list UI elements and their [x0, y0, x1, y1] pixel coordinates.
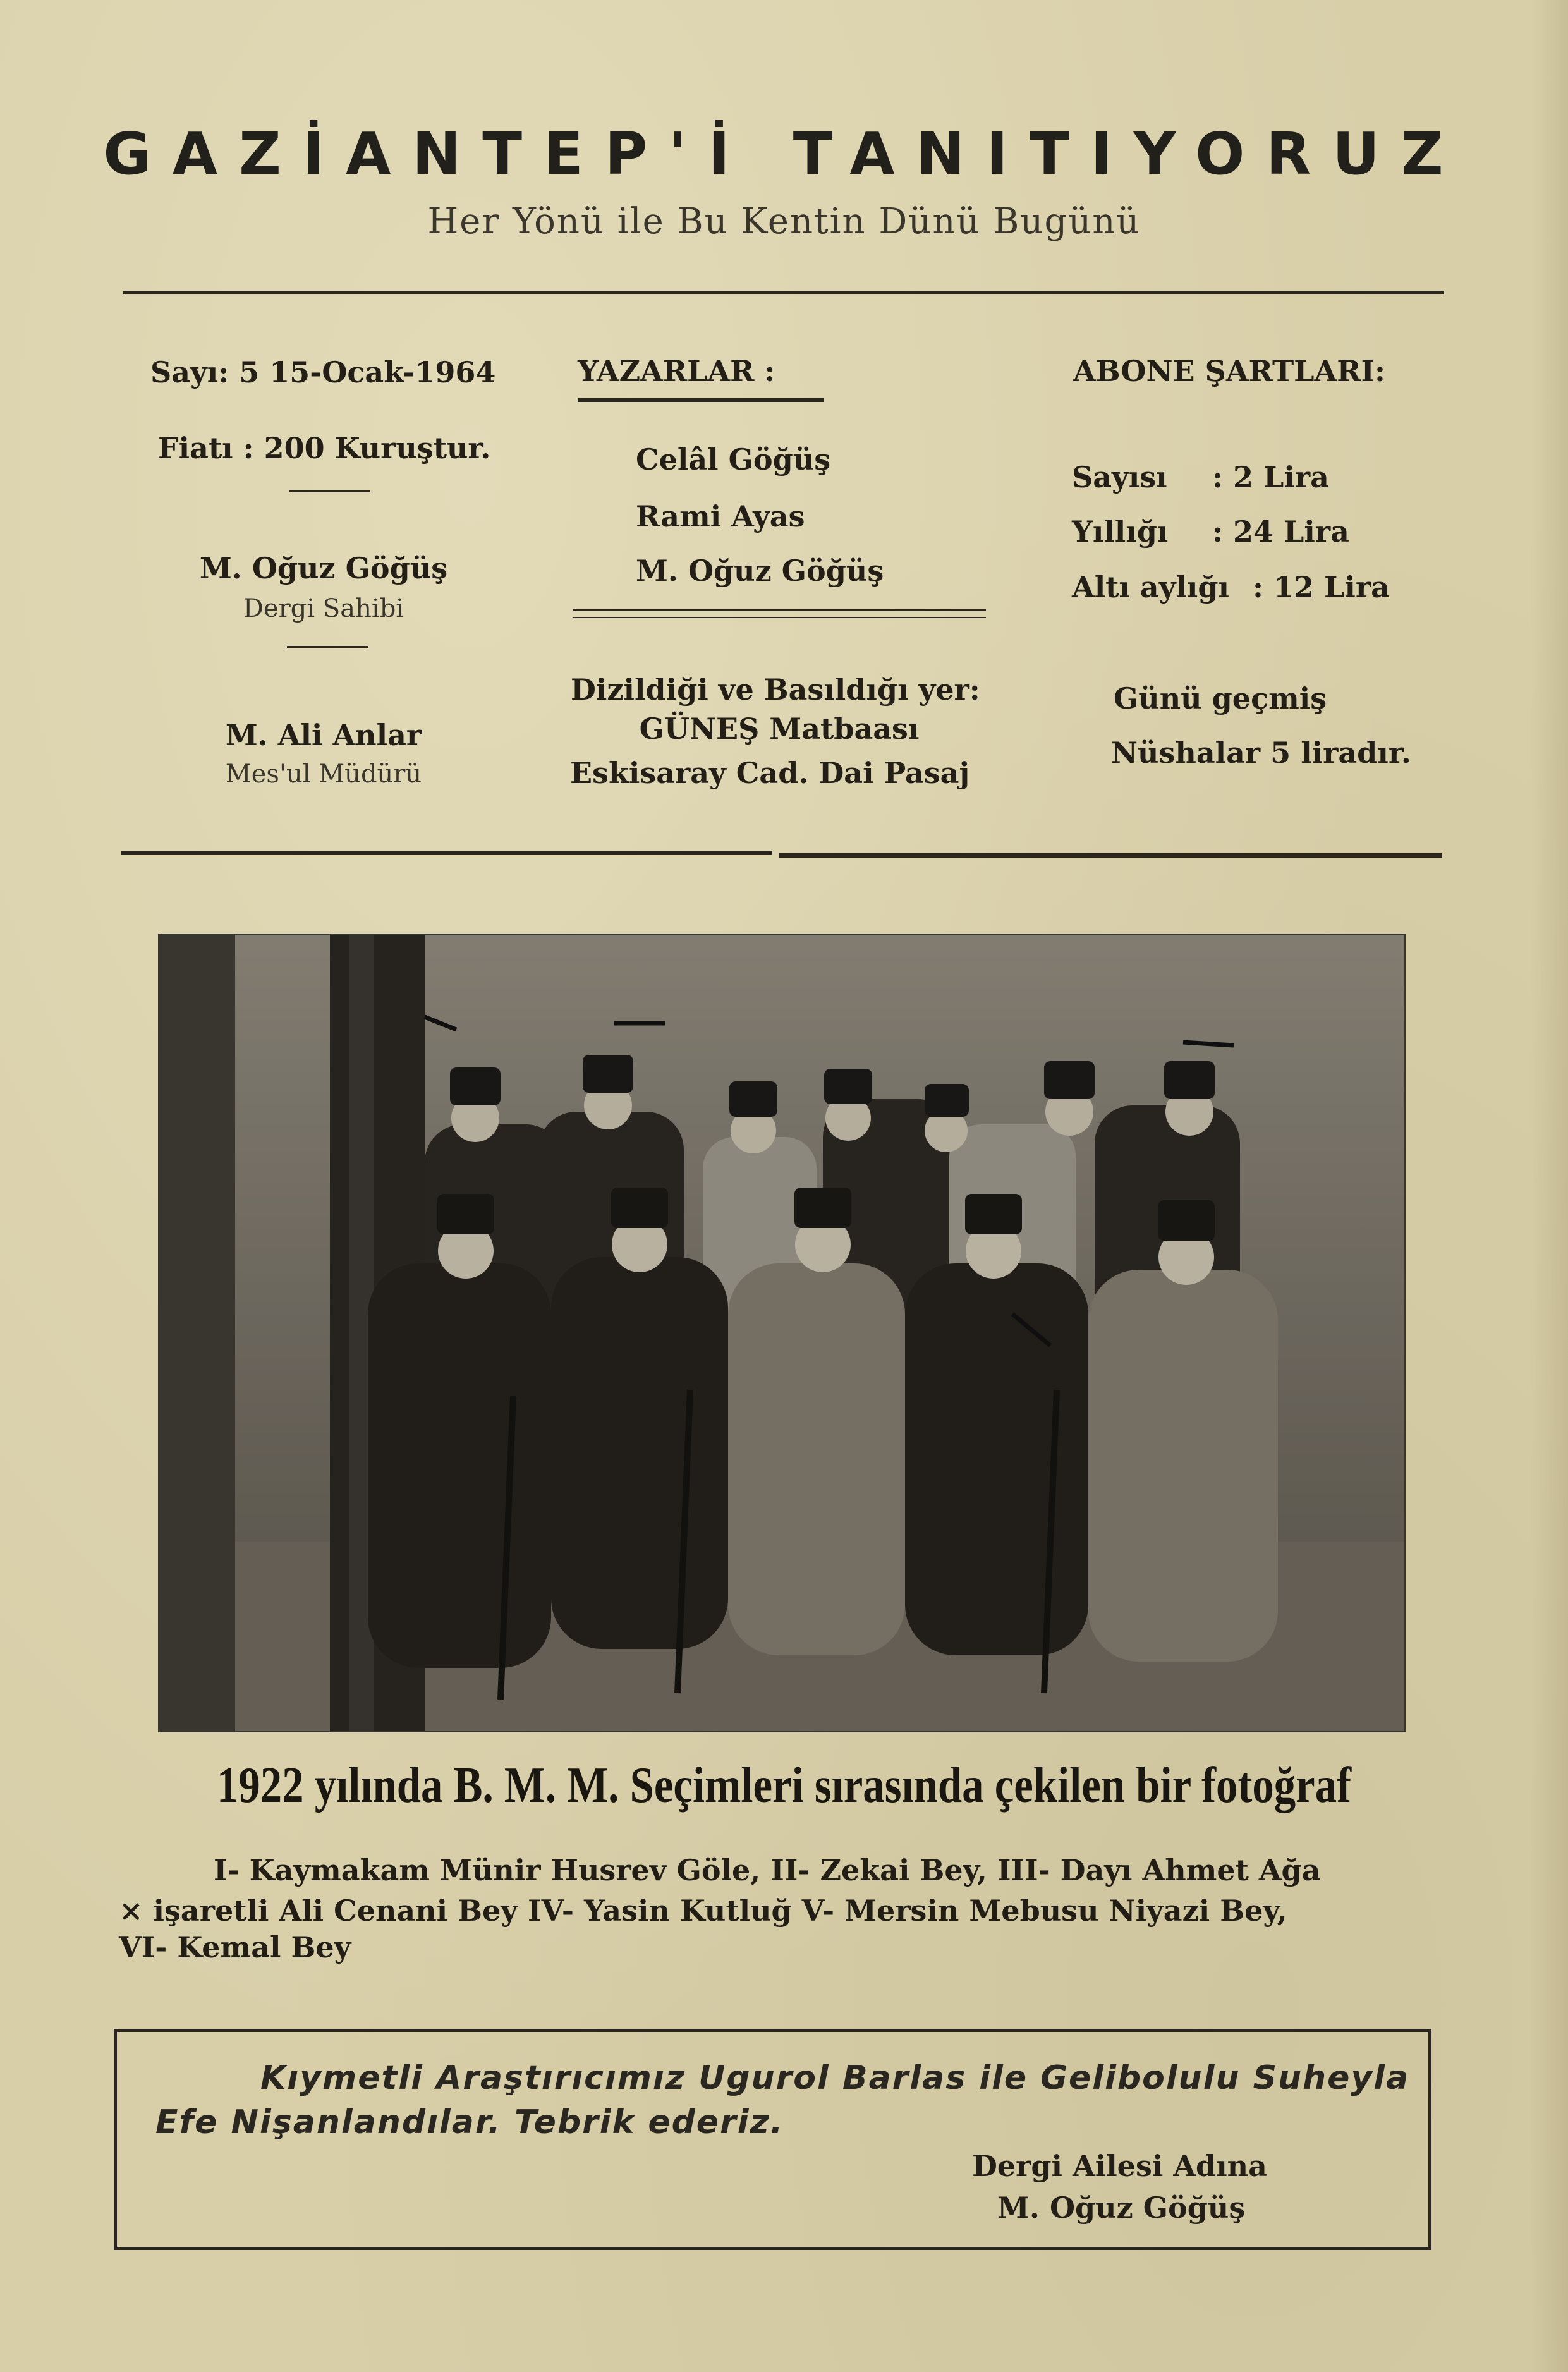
left-divider-2: [287, 646, 368, 648]
manager-name: M. Ali Anlar: [225, 718, 422, 752]
printer-address: Eskisaray Cad. Dai Pasaj: [570, 756, 970, 790]
rate-label-yearly: Yıllığı: [1072, 514, 1169, 549]
late-note-2: Nüshalar 5 liradır.: [1111, 736, 1411, 770]
rate-value-issue: : 2 Lira: [1212, 460, 1329, 494]
authors-heading: YAZARLAR :: [578, 354, 775, 388]
author-2: Rami Ayas: [636, 499, 805, 533]
page-edge-shadow: [1530, 0, 1568, 2372]
owner-name: M. Oğuz Göğüş: [199, 551, 448, 585]
printer-name: GÜNEŞ Matbaası: [639, 712, 920, 746]
price-line: Fiatı : 200 Kuruştur.: [158, 431, 491, 465]
announcement-line-1: Kıymetli Araştırıcımız Ugurol Barlas ile Gelibolulu Suheyla: [260, 2059, 1410, 2097]
masthead-subtitle: Her Yönü ile Bu Kentin Dünü Bugünü: [427, 201, 1141, 242]
print-label: Dizildiği ve Basıldığı yer:: [571, 672, 980, 707]
section-rule-left: [121, 851, 772, 855]
late-note-1: Günü geçmiş: [1114, 681, 1327, 715]
photo-names-line-3: VI- Kemal Bey: [119, 1930, 351, 1964]
authors-heading-underline: [578, 398, 824, 402]
announcement-line-2: Efe Nişanlandılar. Tebrik ederiz.: [155, 2103, 784, 2141]
announcement-sign-2: M. Oğuz Göğüş: [997, 2191, 1246, 2225]
owner-role: Dergi Sahibi: [243, 594, 404, 623]
historical-photograph: [158, 934, 1406, 1732]
announcement-sign-1: Dergi Ailesi Adına: [972, 2149, 1267, 2183]
photo-names-line-1: I- Kaymakam Münir Husrev Göle, II- Zekai Bey, III- Dayı Ahmet Ağa: [214, 1853, 1321, 1887]
masthead-rule: [123, 291, 1444, 294]
author-3: M. Oğuz Göğüş: [636, 554, 884, 588]
issue-line: Sayı: 5 15-Ocak-1964: [150, 355, 496, 389]
masthead-title: GAZİANTEP'İ TANITIYORUZ: [103, 120, 1465, 188]
authors-double-rule-bottom: [573, 617, 986, 618]
rate-label-issue: Sayısı: [1072, 460, 1167, 494]
subscription-heading: ABONE ŞARTLARI:: [1073, 354, 1385, 388]
author-1: Celâl Göğüş: [636, 442, 831, 477]
left-divider-1: [289, 490, 370, 492]
photo-names-line-2: × işaretli Ali Cenani Bey IV- Yasin Kutluğ V- Mersin Mebusu Niyazi Bey,: [119, 1894, 1287, 1928]
authors-double-rule-top: [573, 609, 986, 611]
rate-value-yearly: : 24 Lira: [1212, 514, 1349, 549]
rate-value-half: : 12 Lira: [1253, 570, 1390, 604]
rate-label-half: Altı aylığı: [1072, 570, 1230, 604]
manager-role: Mes'ul Müdürü: [225, 760, 422, 789]
photo-caption: 1922 yılında B. M. M. Seçimleri sırasında çekilen bir fotoğraf: [216, 1758, 1352, 1813]
section-rule-right: [779, 853, 1442, 858]
